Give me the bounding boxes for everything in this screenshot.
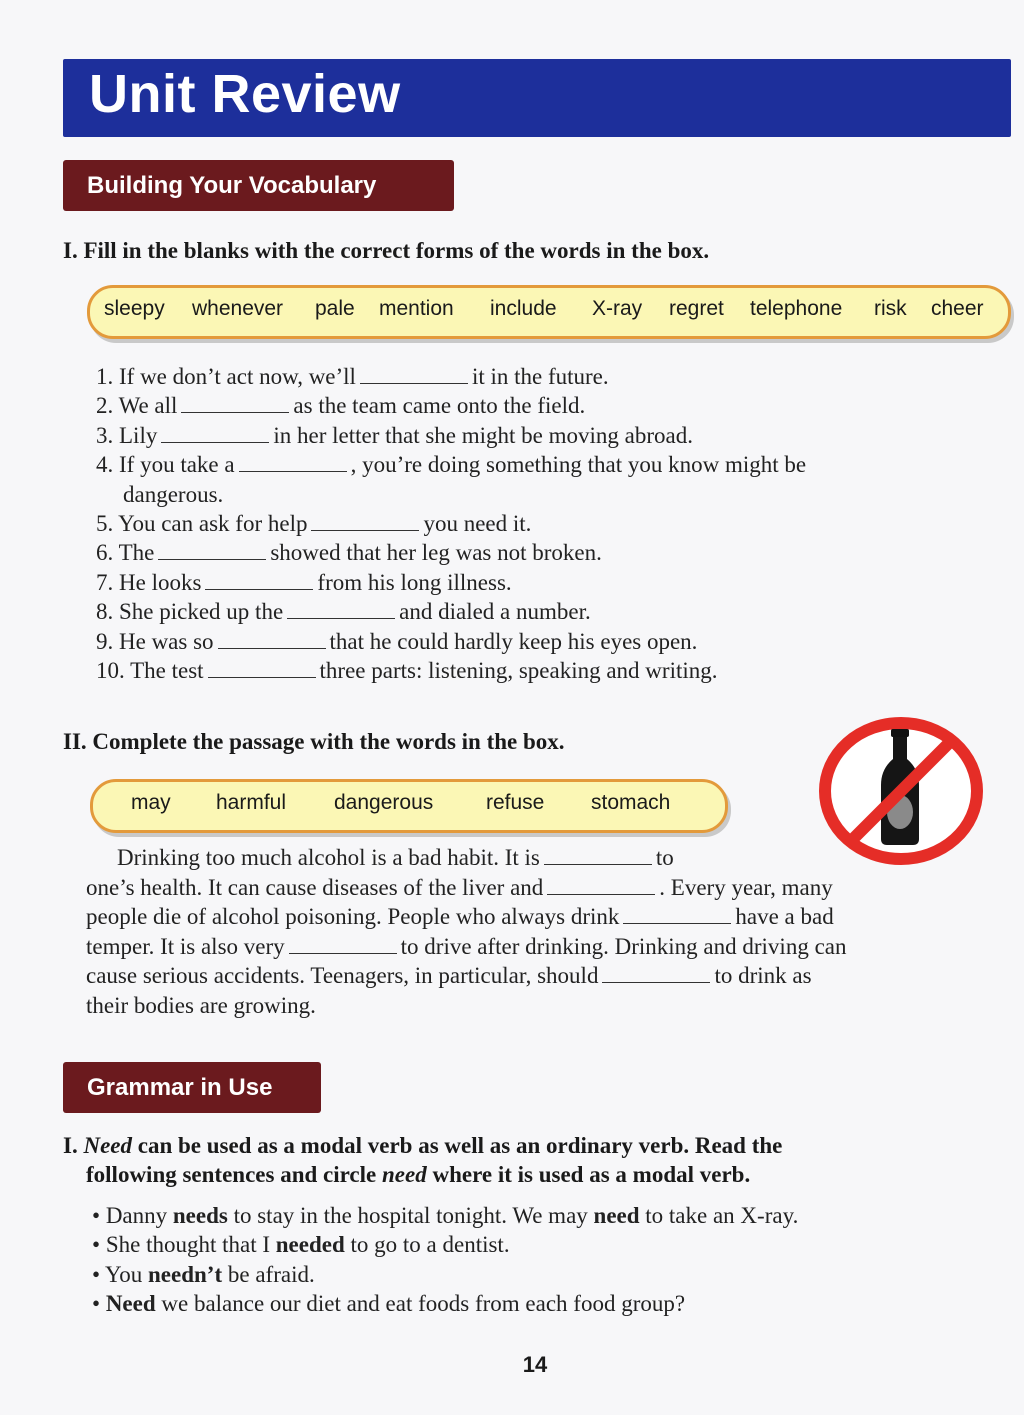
need-word[interactable]: Need [105, 1291, 156, 1316]
part1-instruction: I. Fill in the blanks with the correct forms of the words in the box. [63, 238, 710, 263]
item-text-after: showed that her leg was not broken. [270, 540, 602, 565]
item-text-after: from his long illness. [317, 570, 512, 595]
word-box-1-word: whenever [192, 297, 284, 320]
sentence-text: to go to a dentist. [350, 1232, 510, 1257]
passage-text: to drink as [714, 963, 812, 988]
section-vocabulary-heading [63, 160, 454, 211]
item-number: 7. [96, 570, 114, 595]
item-text-before: dangerous. [123, 482, 224, 507]
answer-blank[interactable] [289, 935, 397, 954]
item-text-after: it in the future. [471, 364, 609, 389]
need-word[interactable]: needed [275, 1232, 345, 1257]
grammar-sentence: • Danny needs to stay in the hospital tonight. We may need to take an X-ray. [92, 1203, 799, 1228]
answer-blank[interactable] [547, 876, 655, 895]
grammar-sentence: • She thought that I needed to go to a dentist. [92, 1232, 510, 1257]
word-box-2-word: harmful [216, 791, 287, 814]
no-alcohol-sign-icon [817, 715, 985, 867]
page-title: Unit Review [89, 64, 401, 124]
sentence-text: Danny [105, 1203, 168, 1228]
passage-text: their bodies are growing. [86, 993, 316, 1018]
word-box-2-word: dangerous [334, 791, 434, 814]
passage-line [86, 963, 812, 989]
passage-line [86, 993, 316, 1019]
sentence-text: to take an X-ray. [645, 1203, 799, 1228]
item-text-before: She picked up the [119, 599, 284, 624]
exercise-item [96, 599, 591, 625]
exercise-item [96, 393, 585, 419]
exercise-item [96, 511, 531, 537]
exercise-item [96, 452, 806, 478]
answer-blank[interactable] [544, 846, 652, 865]
passage-text: temper. It is also very [86, 934, 285, 959]
word-box-1-word: telephone [750, 297, 843, 320]
word-box-1-word: X-ray [592, 297, 643, 320]
item-number: 4. [96, 452, 114, 477]
item-number: 8. [96, 599, 114, 624]
word-box-2-word: may [131, 791, 171, 814]
grammar-sentence: • You needn’t be afraid. [92, 1262, 315, 1287]
grammar-instruction-keyword: need [382, 1162, 427, 1187]
answer-blank[interactable] [623, 905, 731, 924]
answer-blank[interactable] [181, 394, 289, 413]
item-text-after: in her letter that she might be moving abroad. [273, 423, 693, 448]
answer-blank[interactable] [161, 424, 269, 443]
exercise-item [96, 629, 697, 655]
need-word[interactable]: need [593, 1203, 640, 1228]
item-number: 5. [96, 511, 114, 536]
passage-text: people die of alcohol poisoning. People who always drink [86, 904, 620, 929]
sentence-text: be afraid. [227, 1262, 315, 1287]
item-text-after: as the team came onto the field. [293, 393, 586, 418]
exercise-item-continuation [123, 482, 223, 508]
item-number: 3. [96, 423, 114, 448]
word-box-2-word: refuse [486, 791, 545, 814]
item-number: 1. [96, 364, 114, 389]
exercise-item [96, 364, 609, 390]
passage-line [86, 904, 834, 930]
answer-blank[interactable] [208, 659, 316, 678]
section-vocabulary-label: Building Your Vocabulary [87, 171, 377, 199]
sentence-text: She thought that I [105, 1232, 270, 1257]
item-text-after: , you’re doing something that you know might be [350, 452, 807, 477]
grammar-instruction-text: where it is used as a modal verb. [432, 1162, 751, 1187]
exercise-item [96, 658, 718, 684]
item-text-before: We all [118, 393, 178, 418]
grammar-instruction-text: can be used as a modal verb as well as an ordinary verb. Read the [137, 1133, 783, 1158]
answer-blank[interactable] [205, 571, 313, 590]
answer-blank[interactable] [287, 600, 395, 619]
word-box-1-word: regret [669, 297, 724, 320]
item-text-before: He looks [119, 570, 202, 595]
title-banner [63, 59, 1011, 137]
item-text-after: that he could hardly keep his eyes open. [329, 629, 698, 654]
sentence-text: to stay in the hospital tonight. We may [233, 1203, 588, 1228]
passage-line [117, 845, 674, 871]
part2-instruction: II. Complete the passage with the words in the box. [63, 729, 565, 754]
passage-text: Drinking too much alcohol is a bad habit. It is [117, 845, 540, 870]
page-number: 14 [522, 1352, 548, 1377]
item-number: 9. [96, 629, 114, 654]
item-number: 10. [96, 658, 125, 683]
item-text-after: and dialed a number. [399, 599, 591, 624]
sentence-text: You [104, 1262, 143, 1287]
word-box-1-word: include [490, 297, 557, 320]
answer-blank[interactable] [360, 365, 468, 384]
word-box-1-word: pale [315, 297, 355, 320]
grammar-instruction-keyword: Need [83, 1133, 132, 1158]
item-text-before: He was so [119, 629, 214, 654]
answer-blank[interactable] [239, 453, 347, 472]
passage-text: . Every year, many [659, 875, 833, 900]
section-grammar-label: Grammar in Use [87, 1073, 273, 1101]
answer-blank[interactable] [311, 512, 419, 531]
word-box-1-word: mention [379, 297, 454, 320]
answer-blank[interactable] [158, 541, 266, 560]
exercise-item [96, 423, 693, 449]
word-box-2 [90, 779, 728, 833]
answer-blank[interactable] [602, 964, 710, 983]
item-text-after: you need it. [423, 511, 532, 536]
section-grammar-heading [63, 1062, 321, 1113]
word-box-1-word: risk [874, 297, 907, 320]
passage-line [86, 934, 846, 960]
item-text-before: Lily [119, 423, 158, 448]
word-box-1 [87, 285, 1011, 339]
passage-text: to [655, 845, 674, 870]
grammar-instruction-line2 [86, 1162, 750, 1188]
passage-text: have a bad [735, 904, 834, 929]
need-word[interactable]: needn’t [148, 1262, 223, 1287]
item-number: 6. [96, 540, 114, 565]
passage-text: one’s health. It can cause diseases of the liver and [86, 875, 544, 900]
sentence-text: we balance our diet and eat foods from each food group? [161, 1291, 686, 1316]
exercise-item [96, 570, 512, 596]
exercise-item [96, 540, 602, 566]
grammar-instruction-line1 [63, 1133, 782, 1159]
item-text-before: The [118, 540, 155, 565]
word-box-2-word: stomach [591, 791, 671, 814]
word-box-1-word: sleepy [104, 297, 165, 320]
item-number: 2. [96, 393, 114, 418]
passage-line [86, 875, 833, 901]
item-text-after: three parts: listening, speaking and writing. [319, 658, 718, 683]
grammar-sentence: • Need we balance our diet and eat foods from each food group? [92, 1291, 686, 1316]
word-box-1-word: cheer [931, 297, 984, 320]
passage-text: cause serious accidents. Teenagers, in particular, should [86, 963, 599, 988]
item-text-before: If you take a [119, 452, 235, 477]
grammar-instruction-text: following sentences and circle [86, 1162, 377, 1187]
grammar-instruction-number: I. [63, 1133, 78, 1158]
item-text-before: You can ask for help [118, 511, 308, 536]
passage-text: to drive after drinking. Drinking and driving can [400, 934, 847, 959]
item-text-before: If we don’t act now, we’ll [119, 364, 356, 389]
answer-blank[interactable] [218, 630, 326, 649]
need-word[interactable]: needs [172, 1203, 228, 1228]
item-text-before: The test [130, 658, 204, 683]
